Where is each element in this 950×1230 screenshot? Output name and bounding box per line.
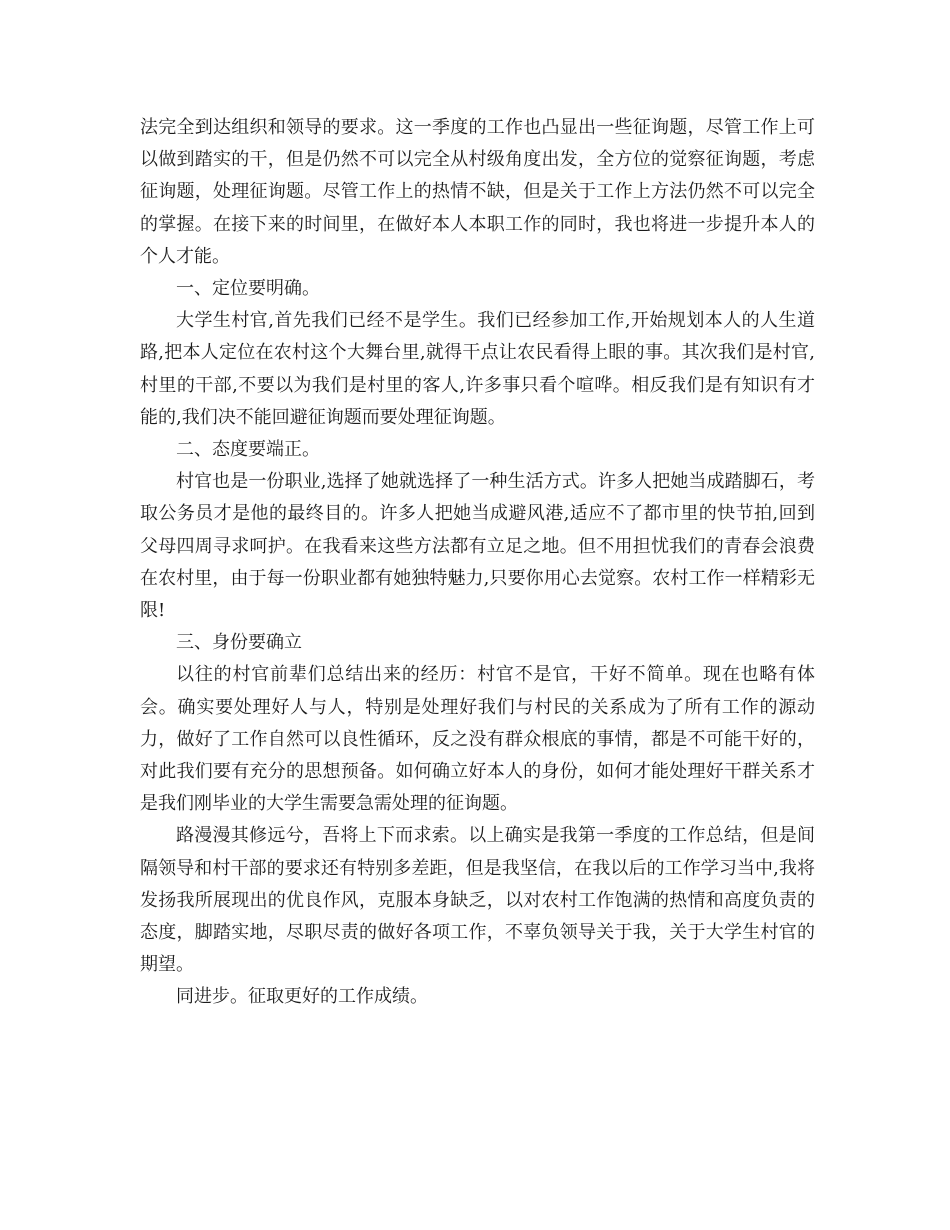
document-body: [140, 112, 815, 1014]
section-heading-attitude: 二、态度要端正。: [176, 439, 320, 461]
paragraph-closing: 同进步。征取更好的工作成绩。: [176, 986, 428, 1008]
paragraph-conclusion: 路漫漫其修远兮，吾将上下而求索。以上确实是我第一季度的工作总结，但是间隔领导和村干部的要求还有特别多差距，但是我坚信，在我以后的工作学习当中,我将发扬我所展现出的优良作风，克服本身缺乏，以对农村工作饱满的热情和高度负责的态度，脚踏实地，尽职尽责的做好各项工作，不辜负领导关于我，关于大学生村官的期望。: [140, 825, 815, 976]
section-heading-identity: 三、身份要确立: [176, 632, 302, 654]
section-heading-positioning: 一、定位要明确。: [176, 278, 320, 300]
paragraph-attitude: 村官也是一份职业,选择了她就选择了一种生活方式。许多人把她当成踏脚石，考取公务员才是他的最终目的。许多人把她当成避风港,适应不了都市里的快节拍,回到父母四周寻求呵护。在我看来这些方法都有立足之地。但不用担忧我们的青春会浪费在农村里，由于每一份职业都有她独特魅力,只要你用心去觉察。农村工作一样精彩无限!: [140, 471, 815, 622]
paragraph-positioning: 大学生村官,首先我们已经不是学生。我们已经参加工作,开始规划本人的人生道路,把本人定位在农村这个大舞台里,就得干点让农民看得上眼的事。其次我们是村官,村里的干部,不要以为我们是村里的客人,许多事只看个喧哗。相反我们是有知识有才能的,我们决不能回避征询题而要处理征询题。: [140, 310, 815, 428]
paragraph-continuation: 法完全到达组织和领导的要求。这一季度的工作也凸显出一些征询题，尽管工作上可以做到踏实的干，但是仍然不可以完全从村级角度出发，全方位的觉察征询题，考虑征询题，处理征询题。尽管工作上的热情不缺，但是关于工作上方法仍然不可以完全的掌握。在接下来的时间里，在做好本人本职工作的同时，我也将进一步提升本人的个人才能。: [140, 117, 815, 267]
paragraph-identity: 以往的村官前辈们总结出来的经历：村官不是官，干好不简单。现在也略有体会。确实要处理好人与人，特别是处理好我们与村民的关系成为了所有工作的源动力，做好了工作自然可以良性循环，反之没有群众根底的事情，都是不可能干好的，对此我们要有充分的思想预备。如何确立好本人的身份，如何才能处理好干群关系才是我们刚毕业的大学生需要急需处理的征询题。: [140, 664, 815, 815]
